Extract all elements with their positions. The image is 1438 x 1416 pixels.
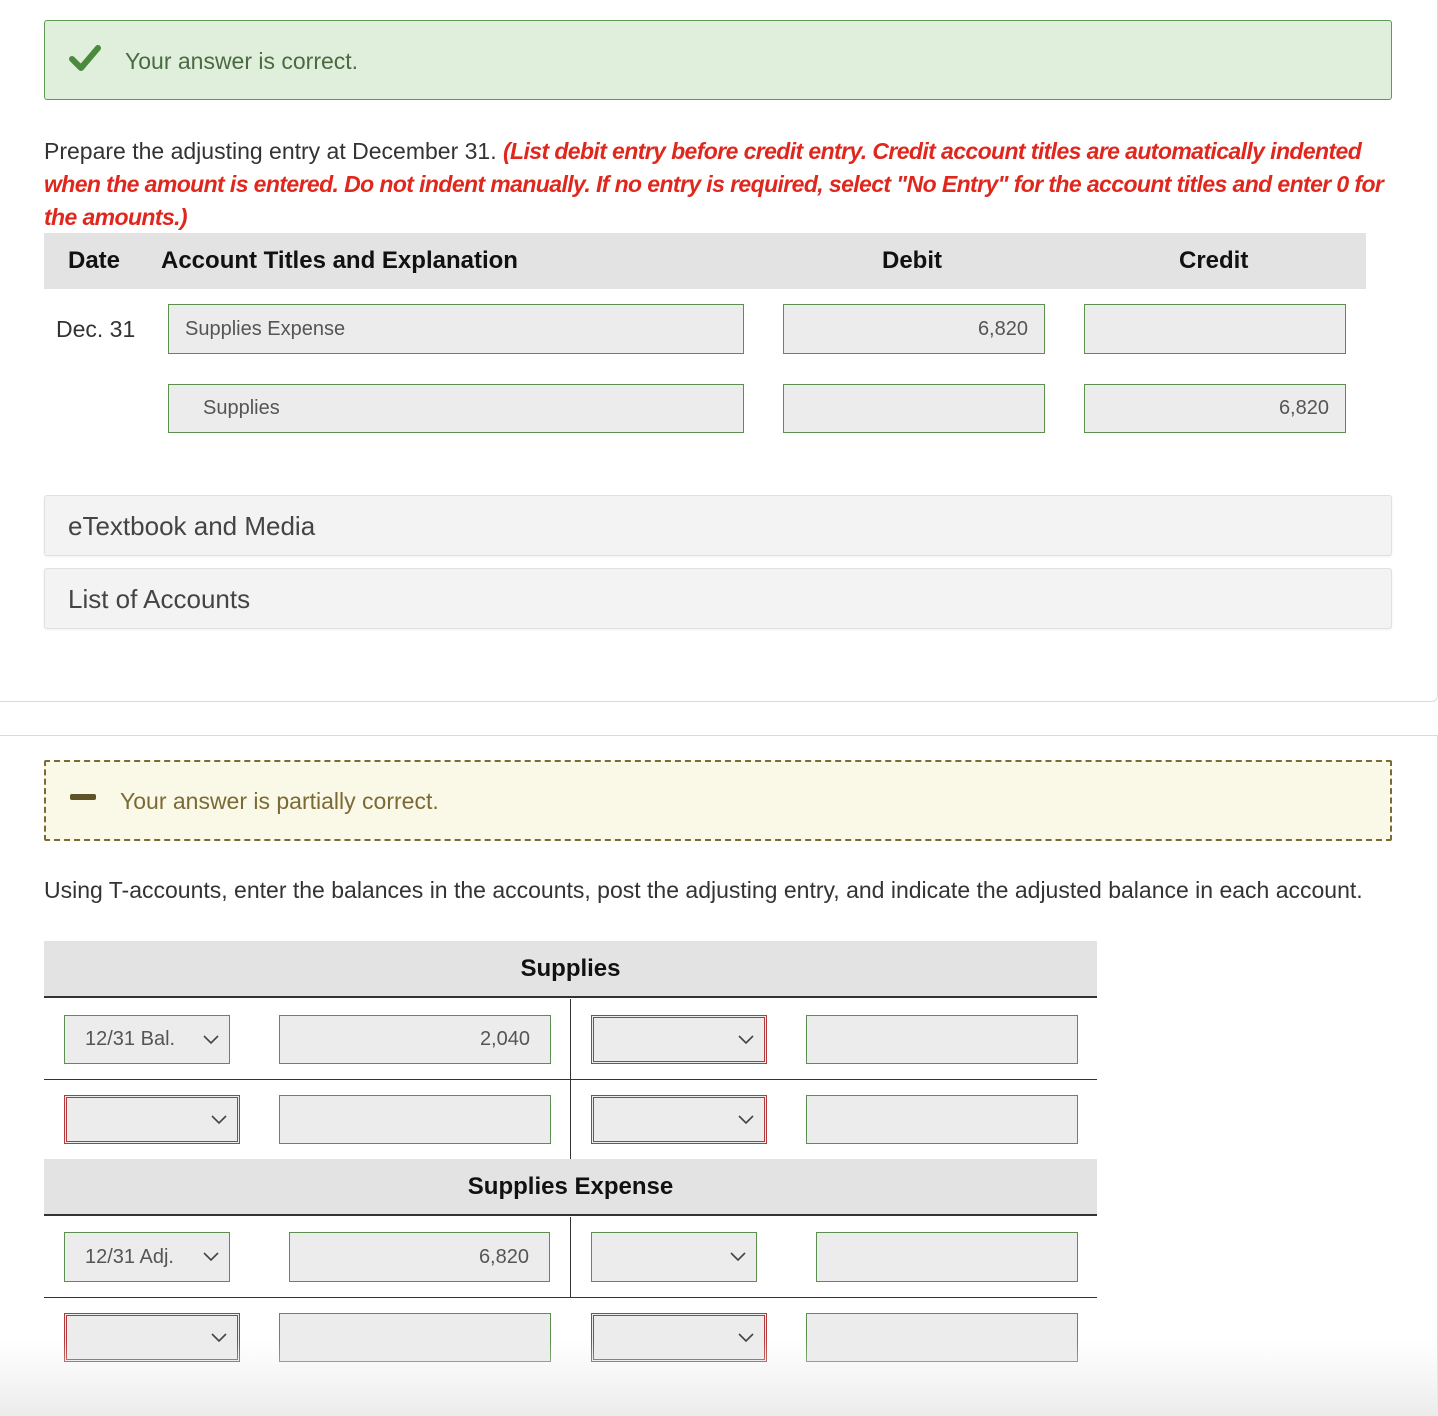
chevron-down-icon [203,1252,219,1262]
partial-icon [70,794,96,800]
date-column-header: Date [68,247,121,274]
t-account-instructions: Using T-accounts, enter the balances in the accounts, post the adjusting entry, and indicate the adjusted balance in each account. [44,877,1363,903]
debit-column-header: Debit [882,247,942,274]
supplies-row2-left-amount[interactable] [279,1095,551,1144]
chevron-down-icon [203,1035,219,1045]
supplies-row1-right-label-select[interactable] [591,1015,767,1064]
chevron-down-icon [738,1115,754,1125]
t-account-row-divider [44,1079,1097,1080]
checkmark-icon [69,43,101,73]
correct-feedback-banner [44,20,1392,100]
t-account-header-supplies-expense [44,1159,1097,1216]
supplies-row1-left-label-select[interactable] [64,1015,230,1064]
list-of-accounts-label: List of Accounts [68,584,251,614]
supplies-row2-left-label-select[interactable] [64,1095,240,1144]
journal-header [44,233,1366,289]
expense-row1-left-amount[interactable]: 6,820 [289,1232,550,1282]
instructions-note: (List debit entry before credit entry. Credit account titles are automatically indented when the amount is entered. Do not indent manually. If no entry is required, select "No Entry" for the account titles and enter 0 for the amounts.) [44,138,1384,230]
t-account-header-supplies [44,941,1097,998]
etextbook-media-link[interactable] [44,495,1392,556]
t-account-row-divider [44,1297,1097,1298]
question-part-1 [0,0,1438,702]
account-column-header: Account Titles and Explanation [161,247,518,274]
debit-input-2[interactable] [783,384,1045,433]
account-title-input-2[interactable]: Supplies [168,384,744,433]
t-account-divider [570,1217,571,1297]
list-of-accounts-link[interactable] [44,568,1392,629]
supplies-row1-right-amount[interactable] [806,1015,1078,1064]
expense-row1-left-label-select[interactable] [64,1232,230,1282]
feedback-message: Your answer is correct. [125,48,359,74]
account-title-input-1[interactable]: Supplies Expense [168,304,744,354]
supplies-row1-left-amount[interactable]: 2,040 [279,1015,551,1064]
select-value: 12/31 Bal. [85,1028,176,1050]
supplies-row2-right-label-select[interactable] [591,1095,767,1144]
chevron-down-icon [730,1252,746,1262]
t-account-title: Supplies Expense [467,1173,674,1200]
t-account-title: Supplies [520,955,621,982]
expense-row1-right-amount[interactable] [816,1232,1078,1282]
chevron-down-icon [738,1035,754,1045]
chevron-down-icon [211,1115,227,1125]
bottom-fade [0,1340,1438,1416]
partial-feedback-banner [44,760,1392,841]
expense-row1-right-label-select[interactable] [591,1232,757,1282]
question-instructions [44,135,1404,234]
debit-input-1[interactable]: 6,820 [783,304,1045,354]
select-value: 12/31 Adj. [85,1245,174,1268]
feedback-message: Your answer is partially correct. [120,788,439,814]
credit-input-1[interactable] [1084,304,1346,354]
credit-column-header: Credit [1179,247,1249,274]
supplies-row2-right-amount[interactable] [806,1095,1078,1144]
credit-input-2[interactable]: 6,820 [1084,384,1346,433]
entry-date: Dec. 31 [56,316,136,342]
instructions-main: Prepare the adjusting entry at December 31. [44,138,503,164]
etextbook-media-label: eTextbook and Media [68,511,316,541]
